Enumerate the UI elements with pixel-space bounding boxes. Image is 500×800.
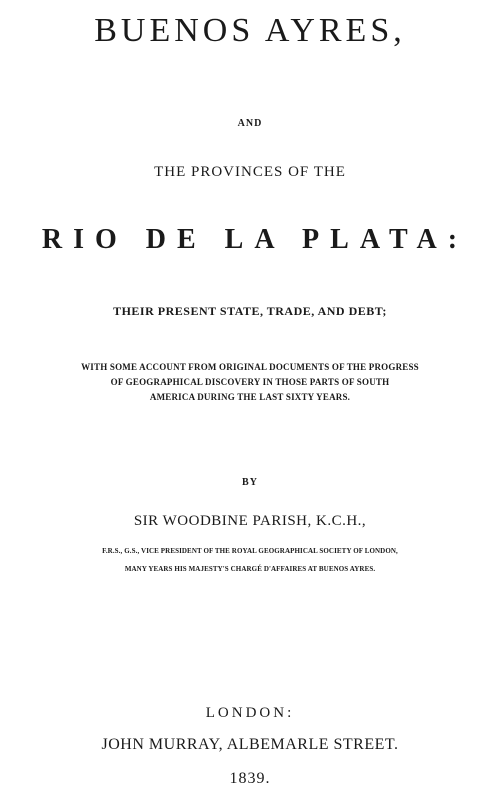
publisher: JOHN MURRAY, ALBEMARLE STREET. [101, 736, 399, 753]
description-line: OF GEOGRAPHICAL DISCOVERY IN THOSE PARTS OF SOUTH [110, 377, 390, 387]
credential-line: MANY YEARS HIS MAJESTY'S CHARGÉ D'AFFAIRES AT BUENOS AYRES. [124, 565, 376, 573]
main-title: BUENOS AYRES, [94, 12, 406, 49]
author-credentials [0, 542, 500, 578]
conjunction-and: AND [237, 118, 263, 129]
subtitle: THEIR PRESENT STATE, TRADE, AND DEBT; [113, 304, 387, 318]
publication-year: 1839. [229, 770, 271, 787]
description-line: AMERICA DURING THE LAST SIXTY YEARS. [149, 392, 351, 402]
publication-city: LONDON: [205, 705, 295, 721]
description-line: WITH SOME ACCOUNT FROM ORIGINAL DOCUMENTS OF THE PROGRESS [81, 362, 419, 372]
by-label: BY [242, 477, 258, 488]
author-name: SIR WOODBINE PARISH, K.C.H., [133, 513, 367, 529]
description-block [0, 360, 500, 405]
provinces-line: THE PROVINCES OF THE [154, 164, 346, 180]
credential-line: F.R.S., G.S., VICE PRESIDENT OF THE ROYAL GEOGRAPHICAL SOCIETY OF LONDON, [102, 547, 398, 555]
region-title: RIO DE LA PLATA: [41, 224, 469, 255]
